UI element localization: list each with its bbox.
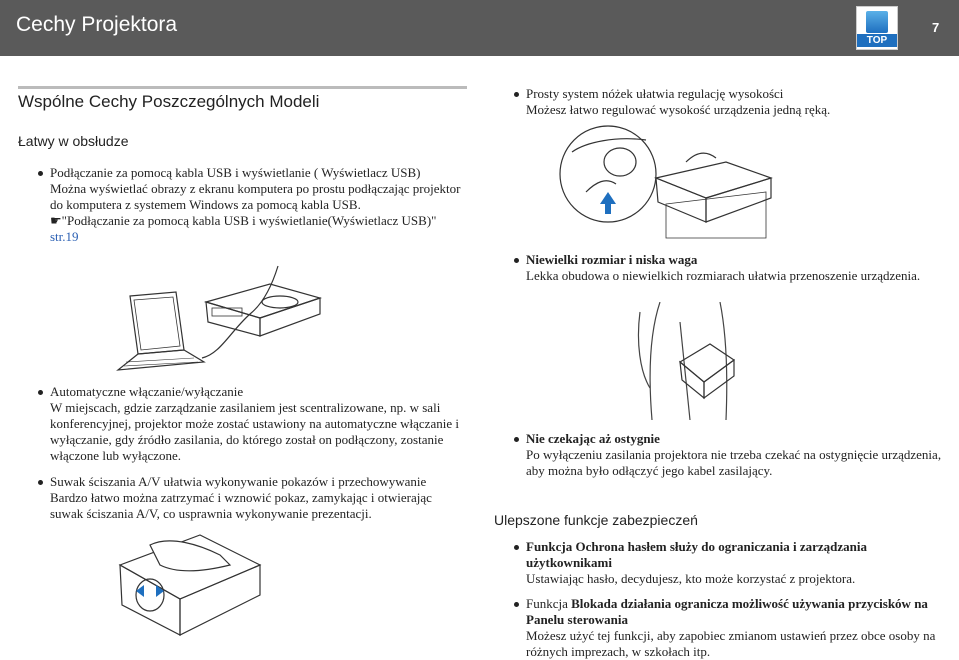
page-title: Cechy Projektora [16,13,178,36]
size-title: Niewielki rozmiar i niska waga [514,252,944,268]
usb-feature [38,165,468,245]
av-mute-feature [38,474,468,522]
feet-adjust-illustration [556,122,776,240]
subsection-title: Łatwy w obsłudze [18,133,129,149]
feet-title: Prosty system nóżek ułatwia regulację wysokości [514,86,944,102]
password-text: Ustawiając hasło, decydujesz, kto może korzystać z projektora. [526,571,856,586]
lock-title [514,596,944,628]
feet-feature [514,86,944,118]
cooling-feature [514,431,944,479]
av-mute-text: Bardzo łatwo można zatrzymać i wznowić pokaz, zamykając i otwierając suwak ściszania A/V, co usprawnia wykonywanie prezentacji. [50,490,432,521]
reference-text: "Podłączanie za pomocą kabla USB i wyświetlanie(Wyświetlacz USB)" [61,213,437,228]
auto-power-text: W miejscach, gdzie zarządzanie zasilaniem jest scentralizowane, np. w sali konferencyjnej, projektor może zostać ustawiony na automatyczne włączanie i wyłączanie, gdy źródło zasilania, do którego został on podłączony, zostanie włączone lub wyłączone. [50,400,459,463]
page-number: 7 [932,20,940,35]
cooling-title: Nie czekając aż ostygnie [514,431,944,447]
page-link[interactable]: str.19 [50,229,79,244]
usb-feature-reference [38,213,468,245]
security-section-title: Ulepszone funkcje zabezpieczeń [494,512,698,528]
lock-text: Możesz użyć tej funkcji, aby zapobiec zmianom ustawień przez obce osoby na różnych imprezach, w szkołach itp. [526,628,936,659]
top-button-label: TOP [857,34,897,47]
lock-title-prefix: Funkcja [526,596,572,611]
cooling-text: Po wyłączeniu zasilania projektora nie trzeba czekać na ostygnięcie urządzenia, aby można było odłączyć jego kabel zasilający. [526,447,942,478]
lock-feature [514,596,944,660]
lock-title-bold: Blokada działania ogranicza możliwość używania przycisków na Panelu sterowania [526,596,928,627]
section-title: Wspólne Cechy Poszczególnych Modeli [18,92,320,111]
password-feature [514,539,944,587]
feet-text: Możesz łatwo regulować wysokość urządzenia jedną ręką. [526,102,831,117]
carrying-projector-illustration [630,302,750,420]
av-mute-illustration [110,525,270,655]
section-divider [18,86,467,89]
auto-power-feature [38,384,468,464]
av-mute-title: Suwak ściszania A/V ułatwia wykonywanie pokazów i przechowywanie [38,474,468,490]
top-button[interactable] [856,6,898,50]
usb-feature-text: Można wyświetlać obrazy z ekranu komputera po prostu podłączając projektor do komputera z systemem Windows za pomocą kabla USB. [50,181,461,212]
size-feature [514,252,944,284]
usb-feature-title: Podłączanie za pomocą kabla USB i wyświetlanie ( Wyświetlacz USB) [38,165,468,181]
page-header [0,0,959,56]
auto-power-title: Automatyczne włączanie/wyłączanie [38,384,468,400]
usb-connection-illustration [110,262,340,372]
size-text: Lekka obudowa o niewielkich rozmiarach ułatwia przenoszenie urządzenia. [526,268,921,283]
password-title: Funkcja Ochrona hasłem służy do ograniczania i zarządzania użytkownikami [514,539,944,571]
pointing-hand-icon: ☛ [50,213,62,228]
top-icon [866,11,888,33]
